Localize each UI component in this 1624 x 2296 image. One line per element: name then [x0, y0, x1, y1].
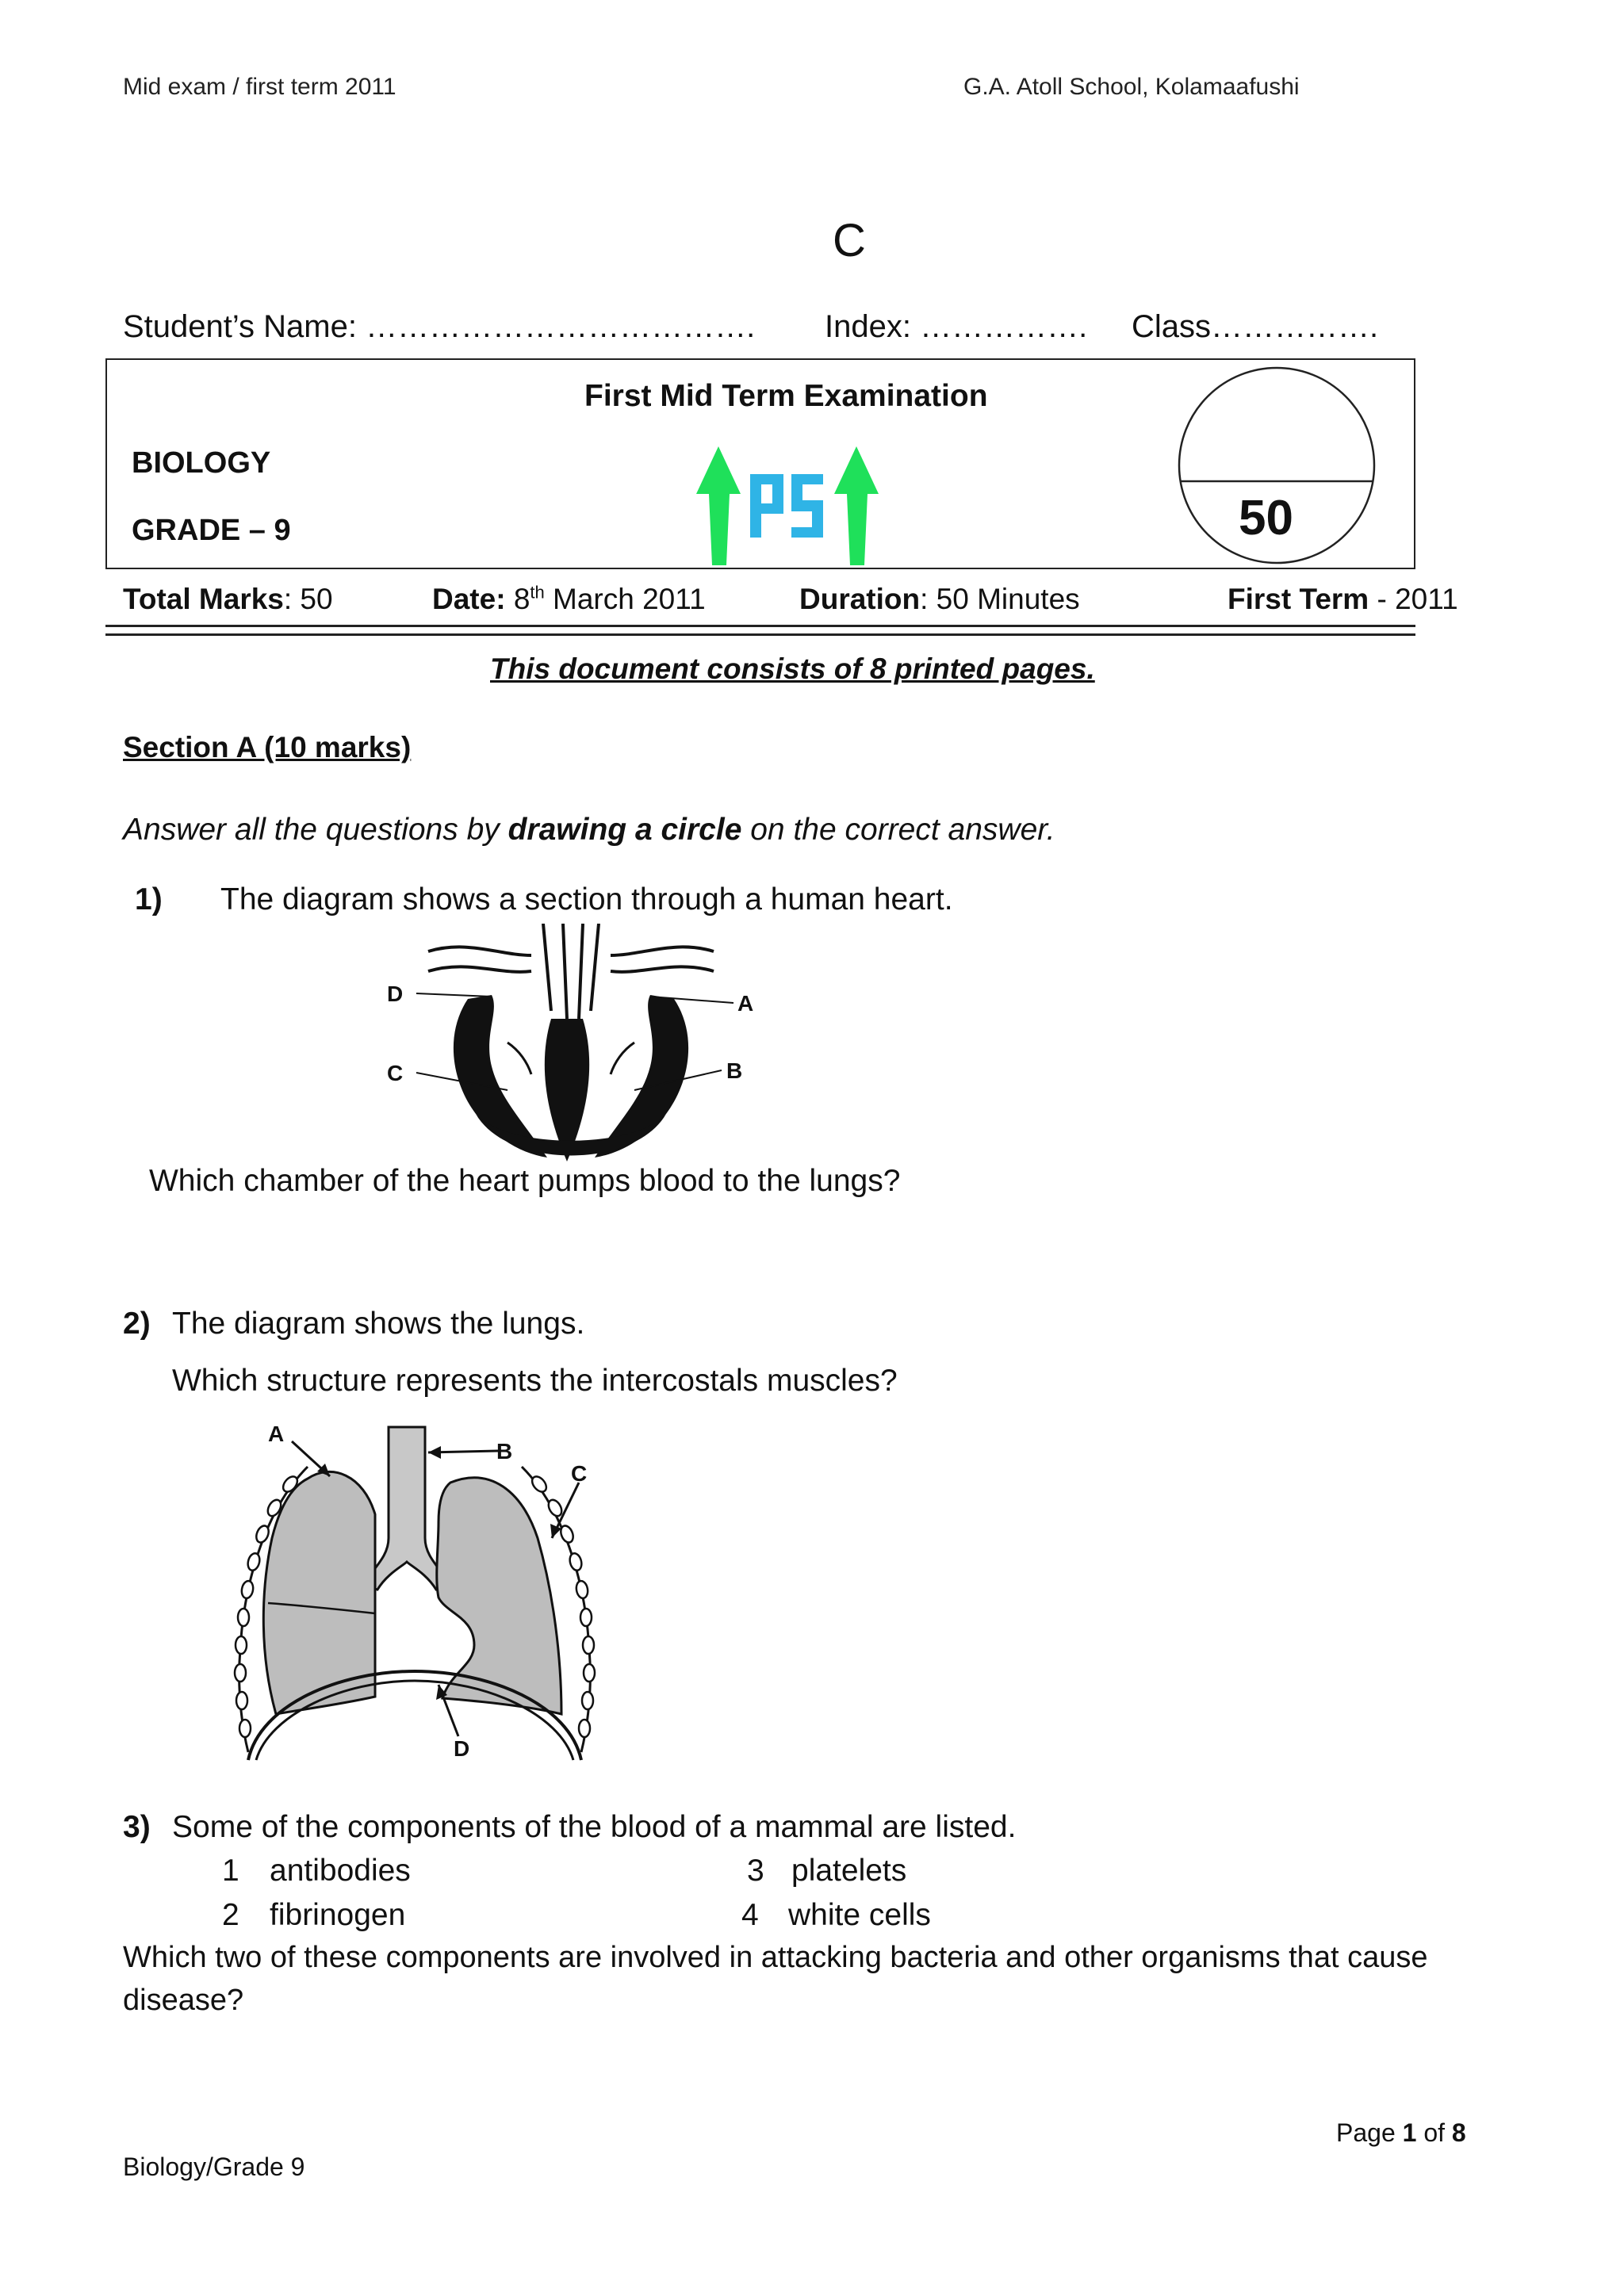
class-field: Class…………….	[1132, 309, 1379, 344]
q3-follow-up-line2: disease?	[123, 1984, 244, 2017]
q3-follow-up-line1: Which two of these components are involved in attacking bacteria and other organisms that cause	[123, 1941, 1428, 1974]
term	[1228, 583, 1458, 616]
q2-number: 2)	[123, 1307, 151, 1341]
page-total: 8	[1451, 2118, 1466, 2147]
heart-label-a: A	[737, 991, 754, 1016]
duration-label: Duration	[799, 583, 921, 615]
section-a-instruction	[123, 813, 1055, 848]
heart-label-d: D	[387, 982, 404, 1006]
page-number	[1336, 2118, 1466, 2148]
total-score: 50	[1239, 491, 1293, 545]
index-field: Index: …………….	[825, 309, 1088, 344]
instruction-pre: Answer all the questions by	[123, 813, 508, 847]
header-left: Mid exam / first term 2011	[123, 74, 396, 100]
q3-item-4-label: white cells	[788, 1898, 931, 1932]
duration-value: : 50 Minutes	[920, 583, 1080, 615]
total-marks-value: : 50	[283, 583, 333, 615]
lungs-label-b: B	[496, 1439, 513, 1464]
page-mid: of	[1416, 2118, 1452, 2147]
date-day: 8	[513, 583, 530, 615]
exam-title: First Mid Term Examination	[584, 379, 988, 413]
heart-diagram	[381, 924, 761, 1177]
q1-text: The diagram shows a section through a human heart.	[220, 882, 953, 916]
q3-item-1-number: 1	[222, 1854, 239, 1888]
q3-item-3-number: 3	[747, 1854, 764, 1888]
instruction-post: on the correct answer.	[741, 813, 1055, 847]
page-count-notice: This document consists of 8 printed pages.	[490, 652, 1095, 685]
heart-label-b: B	[726, 1058, 743, 1083]
q3-text: Some of the components of the blood of a mammal are listed.	[172, 1810, 1017, 1844]
divider-top	[105, 625, 1415, 627]
header-right: G.A. Atoll School, Kolamaafushi	[963, 74, 1300, 100]
version-letter: C	[833, 215, 866, 266]
lungs-label-d: D	[454, 1736, 470, 1761]
q1-follow-up: Which chamber of the heart pumps blood to the lungs?	[149, 1164, 901, 1198]
date-label: Date:	[432, 583, 506, 615]
student-name-field: Student’s Name: ……………………………….	[123, 309, 756, 344]
q3-item-1-label: antibodies	[270, 1854, 411, 1888]
section-a-title: Section A (10 marks)	[123, 731, 412, 763]
heart-label-c: C	[387, 1061, 404, 1085]
q3-item-3-label: platelets	[791, 1854, 907, 1888]
q3-item-2-number: 2	[222, 1898, 239, 1932]
footer-left: Biology/Grade 9	[123, 2152, 305, 2181]
q3-number: 3)	[123, 1810, 151, 1844]
q1-number: 1)	[135, 882, 163, 916]
term-label: First Term	[1228, 583, 1369, 615]
term-value: - 2011	[1369, 583, 1458, 615]
q3-item-4-number: 4	[741, 1898, 759, 1932]
date-sup: th	[530, 582, 545, 603]
q2-text: The diagram shows the lungs.	[172, 1307, 585, 1341]
subject: BIOLOGY	[132, 446, 271, 480]
q3-item-2-label: fibrinogen	[270, 1898, 406, 1932]
date-rest: March 2011	[544, 583, 706, 615]
divider-bottom	[105, 633, 1415, 636]
page-pre: Page	[1336, 2118, 1403, 2147]
q2-follow-up: Which structure represents the intercostals muscles?	[172, 1364, 898, 1398]
lungs-label-a: A	[268, 1422, 285, 1446]
exam-date	[432, 583, 706, 616]
lungs-label-c: C	[571, 1461, 588, 1486]
page-num: 1	[1402, 2118, 1417, 2147]
lungs-diagram	[213, 1419, 617, 1768]
school-logo-icon	[688, 438, 887, 569]
grade: GRADE – 9	[132, 514, 291, 547]
total-marks-label: Total Marks	[123, 583, 284, 615]
total-marks	[123, 583, 333, 616]
duration	[799, 583, 1080, 616]
instruction-bold: drawing a circle	[508, 813, 742, 847]
